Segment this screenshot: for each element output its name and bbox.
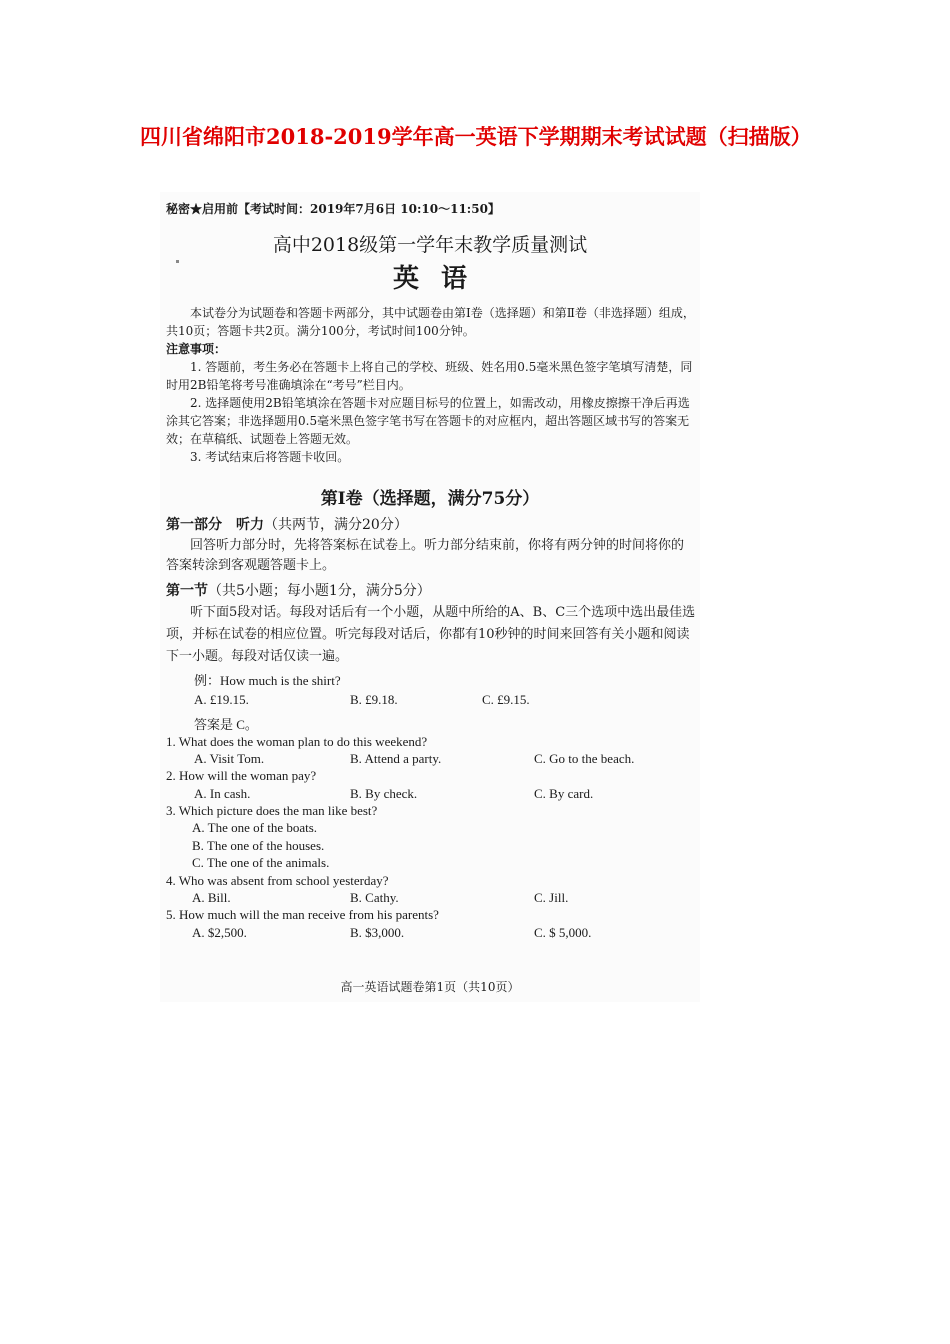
example-option-a: A. £19.15. (194, 692, 249, 707)
question-5: 5. How much will the man receive from his parents? (166, 907, 439, 922)
section-one-label: 第一节 (166, 583, 208, 599)
q1-option-c: C. Go to the beach. (534, 751, 635, 766)
exam-name: 高中2018级第一学年末教学质量测试 (272, 234, 588, 256)
q3-option-a: A. The one of the boats. (192, 820, 318, 835)
q2-option-b: B. By check. (350, 786, 418, 801)
page-footer: 高一英语试题卷第1页（共10页） (340, 980, 520, 994)
q2-option-a: A. In cash. (194, 786, 251, 801)
example-option-b: B. £9.18. (350, 692, 398, 707)
scan-speck (176, 260, 179, 263)
section-listening-desc: 回答听力部分时，先将答案标在试卷上。听力部分结束前，你将有两分钟的时间将你的答案转涂到客观题答题卡上。 (166, 538, 685, 573)
example-question: 例：How much is the shirt? (194, 673, 341, 688)
intro-paragraph: 本试卷分为试题卷和答题卡两部分，其中试题卷由第Ⅰ卷（选择题）和第Ⅱ卷（非选择题）组成，共10页；答题卡共2页。满分100分，考试时间100分钟。 (166, 306, 695, 338)
notes-title: 注意事项： (166, 342, 227, 356)
section-listening-score: （共两节，满分20分） (264, 517, 408, 533)
example-answer: 答案是 C。 (194, 717, 258, 732)
note-item-3: 3. 考试结束后将答题卡收回。 (190, 450, 350, 464)
q5-option-b: B. $3,000. (350, 925, 405, 940)
q5-option-a: A. $2,500. (192, 925, 247, 940)
section-one-title (166, 580, 431, 600)
question-1: 1. What does the woman plan to do this weekend? (166, 734, 428, 749)
q4-option-c: C. Jill. (534, 890, 569, 905)
section-one-desc: 听下面5段对话。每段对话后有一个小题，从题中所给的A、B、C三个选项中选出最佳选项，并标在试卷的相应位置。听完每段对话后，你都有10秒钟的时间来回答有关小题和阅读下一小题。每段对话仅读一遍。 (166, 605, 696, 664)
question-4: 4. Who was absent from school yesterday? (166, 873, 389, 888)
section-one-score: （共5小题；每小题1分，满分5分） (208, 583, 431, 599)
q1-option-b: B. Attend a party. (350, 751, 442, 766)
q3-option-c: C. The one of the animals. (192, 855, 330, 870)
note-item-2: 2. 选择题使用2B铅笔填涂在答题卡对应题目标号的位置上，如需改动，用橡皮擦擦干净后再选涂其它答案；非选择题用0.5毫米黑色签字笔书写在答题卡的对应框内，超出答题区域书写的答案无效；在草稿纸、试题卷上答题无效。 (166, 396, 690, 446)
document-title: 四川省绵阳市2018-2019学年高一英语下学期期末考试试题（扫描版） (140, 124, 812, 149)
q2-option-c: C. By card. (534, 786, 594, 801)
section-listening-title (166, 514, 408, 534)
q4-option-b: B. Cathy. (350, 890, 399, 905)
scanned-page (160, 192, 700, 1002)
subject-title: 英语 (392, 264, 489, 294)
question-2: 2. How will the woman pay? (166, 768, 317, 783)
note-item-1: 1. 答题前，考生务必在答题卡上将自己的学校、班级、姓名用0.5毫米黑色签字笔填写清楚，同时用2B铅笔将考号准确填涂在“考号”栏目内。 (166, 360, 693, 392)
section-listening-label: 第一部分 听力 (166, 517, 264, 533)
secret-line: 秘密★启用前【考试时间：2019年7月6日 10:10～11:50】 (166, 202, 500, 216)
example-option-c: C. £9.15. (482, 692, 530, 707)
q3-option-b: B. The one of the houses. (192, 838, 325, 853)
part-one-title: 第Ⅰ卷（选择题，满分75分） (320, 489, 540, 509)
q5-option-c: C. $ 5,000. (534, 925, 592, 940)
q1-option-a: A. Visit Tom. (194, 751, 265, 766)
q4-option-a: A. Bill. (192, 890, 231, 905)
question-3: 3. Which picture does the man like best? (166, 803, 378, 818)
